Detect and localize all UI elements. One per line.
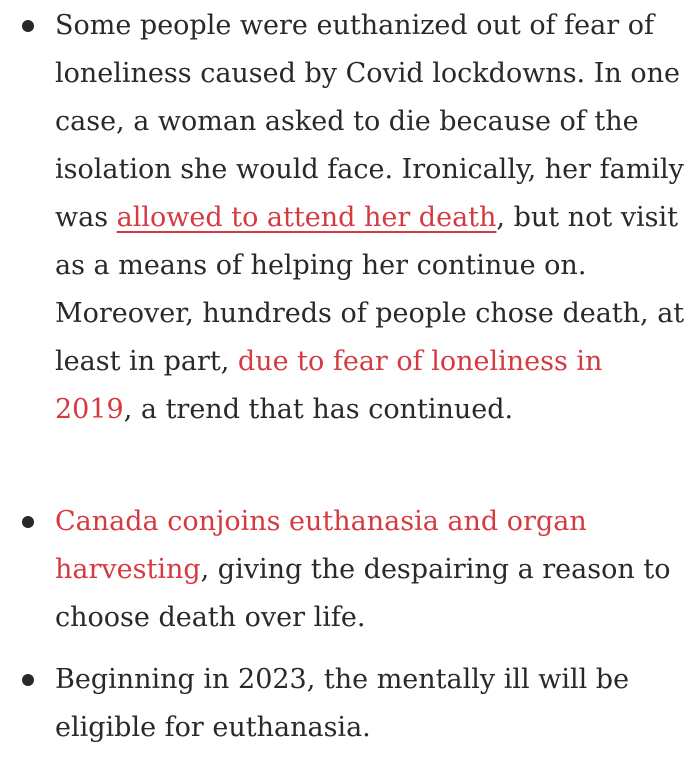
- fear-of-loneliness-link[interactable]: due to fear of loneliness in 2019: [55, 346, 603, 425]
- list-item: [0, 498, 695, 642]
- list-item: [0, 656, 695, 752]
- list-item: [0, 2, 695, 434]
- bullet-icon: [22, 674, 34, 686]
- paragraph-text: Some people were euthanized out of fear of loneliness caused by Covid lockdowns. In one case, a woman asked to die because of the isolation she would face. Ironically, her family was: [55, 10, 684, 233]
- bullet-icon: [22, 20, 34, 32]
- allowed-to-attend-link[interactable]: allowed to attend her death: [116, 202, 497, 233]
- bullet-icon: [22, 516, 34, 528]
- paragraph-text: , but not visit as a means of helping her continue on. Moreover, hundreds of people chose death, at least in part,: [55, 202, 685, 377]
- paragraph-text: Beginning in 2023, the mentally ill will be eligible for euthanasia.: [55, 664, 630, 743]
- organ-harvesting-link[interactable]: Canada conjoins euthanasia and organ harvesting: [55, 506, 587, 585]
- paragraph-text: , giving the despairing a reason to choose death over life.: [55, 554, 671, 633]
- paragraph-text: , a trend that has continued.: [123, 394, 514, 425]
